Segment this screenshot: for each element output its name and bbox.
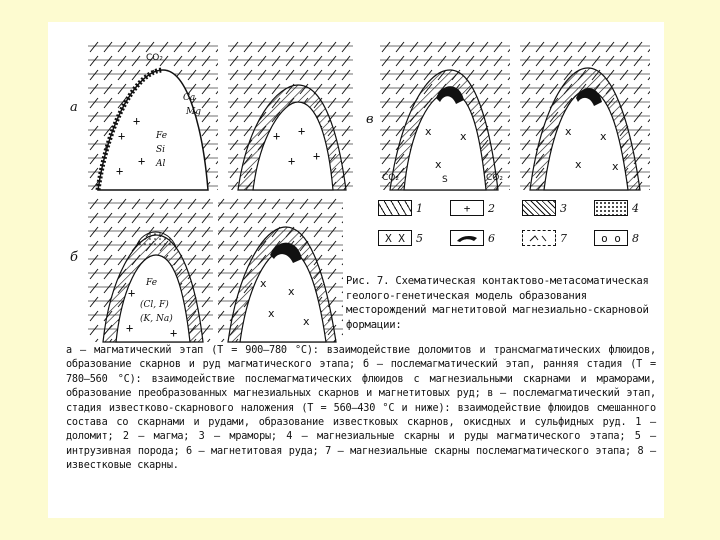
panel-label-a: а	[70, 100, 78, 115]
svg-text:+: +	[298, 124, 306, 138]
diagram-v	[380, 40, 655, 200]
legend-item-2	[450, 200, 495, 216]
svg-text:+: +	[138, 154, 146, 168]
svg-text:Al: Al	[156, 159, 166, 169]
svg-text:Fe: Fe	[156, 131, 168, 141]
magnetite-ore-swatch	[450, 230, 484, 246]
svg-text:x: x	[303, 315, 310, 328]
svg-text:Fe: Fe	[146, 278, 158, 288]
legend-item-5	[378, 230, 423, 246]
panel-label-v: в	[366, 112, 374, 127]
svg-text:+: +	[273, 129, 281, 143]
panel-label-b: б	[70, 250, 78, 265]
dolomite-swatch	[378, 200, 412, 216]
legend-item-8	[594, 230, 639, 246]
magma-swatch: +	[450, 200, 484, 216]
svg-text:x: x	[288, 285, 295, 298]
svg-text:x: x	[260, 277, 267, 290]
svg-text:(Cl, F): (Cl, F)	[140, 300, 169, 310]
svg-text:x: x	[612, 160, 619, 173]
svg-text:x: x	[575, 158, 582, 171]
legend-num: 5	[416, 231, 423, 245]
legend-item-4	[594, 200, 639, 216]
legend-num: 6	[488, 231, 495, 245]
legend-num: 4	[632, 201, 639, 215]
svg-text:+: +	[118, 129, 126, 143]
legend-num: 2	[488, 201, 495, 215]
magnesian-skarn-swatch	[594, 200, 628, 216]
annotation-co2-left: CO₂	[382, 173, 399, 183]
svg-text:+: +	[128, 286, 136, 300]
legend-item-6	[450, 230, 495, 246]
legend-num: 1	[416, 201, 423, 215]
svg-text:+: +	[288, 154, 296, 168]
svg-text:Mg: Mg	[186, 107, 201, 117]
svg-text:Si: Si	[156, 145, 166, 155]
annotation-co2-right: CO₂	[486, 173, 503, 183]
legend-num: 8	[632, 231, 639, 245]
post-magmatic-skarn-swatch	[522, 230, 556, 246]
legend-item-1	[378, 200, 423, 216]
legend-item-7	[522, 230, 567, 246]
svg-text:+: +	[133, 114, 141, 128]
svg-text:x: x	[268, 307, 275, 320]
figure-sheet	[48, 22, 664, 518]
magnetite-ore-icon	[454, 233, 480, 243]
calcareous-skarn-swatch: o o	[594, 230, 628, 246]
figure-caption-title: Рис. 7. Схематическая контактово-метасоматическая геолого-генетическая модель образования месторождений магнетитовой магнезиально-скарновой формации:	[346, 275, 649, 331]
intrusive-rock-swatch: X X	[378, 230, 412, 246]
svg-text:x: x	[565, 125, 572, 138]
annotation-co2: CO₂	[146, 53, 163, 63]
svg-text:+: +	[313, 149, 321, 163]
svg-text:x: x	[460, 130, 467, 143]
svg-text:Ca: Ca	[183, 93, 196, 103]
legend-item-3	[522, 200, 567, 216]
figure-caption-body: а – магматический этап (Т = 900–780 °С): взаимодействие доломитов и трансмагматических флюидов, образование скарнов и руд магматического этапа; б – послемагматический этап, ранняя стадия (Т = 780–560 °С): взаимодействие послемагматических флюидов с магнезиальными скарнами и мраморами, образование преобразованных магнезиальных скарнов и магнетитовых руд; в – послемагматический этап, стадия известково-скарнового наложения (Т = 560–430 °С и ниже): взаимодействие флюидов смешанного состава со скарнами и рудами, образование известковых скарнов, окисдных и сульфидных руд. 1 – доломит; 2 – магма; 3 – мраморы; 4 – магнезиальные скарны и руды магматического этапа; 5 – интрузивная порода; 6 – магнетитовая руда; 7 – магнезиальные скарны послемагматического этапа; 8 – известковые скарны.	[66, 345, 656, 472]
svg-text:+: +	[170, 326, 178, 340]
svg-text:(K, Na): (K, Na)	[140, 314, 173, 324]
svg-text:x: x	[435, 158, 442, 171]
marble-swatch	[522, 200, 556, 216]
svg-text:x: x	[600, 130, 607, 143]
annotation-s: S	[442, 175, 448, 185]
diagram-b	[88, 197, 348, 347]
svg-text:x: x	[425, 125, 432, 138]
svg-text:+: +	[126, 321, 134, 335]
post-magmatic-skarn-icon	[526, 233, 552, 243]
legend-num: 7	[560, 231, 567, 245]
legend	[378, 200, 658, 270]
svg-text:+: +	[116, 164, 124, 178]
diagram-a	[88, 40, 358, 200]
legend-num: 3	[560, 201, 567, 215]
